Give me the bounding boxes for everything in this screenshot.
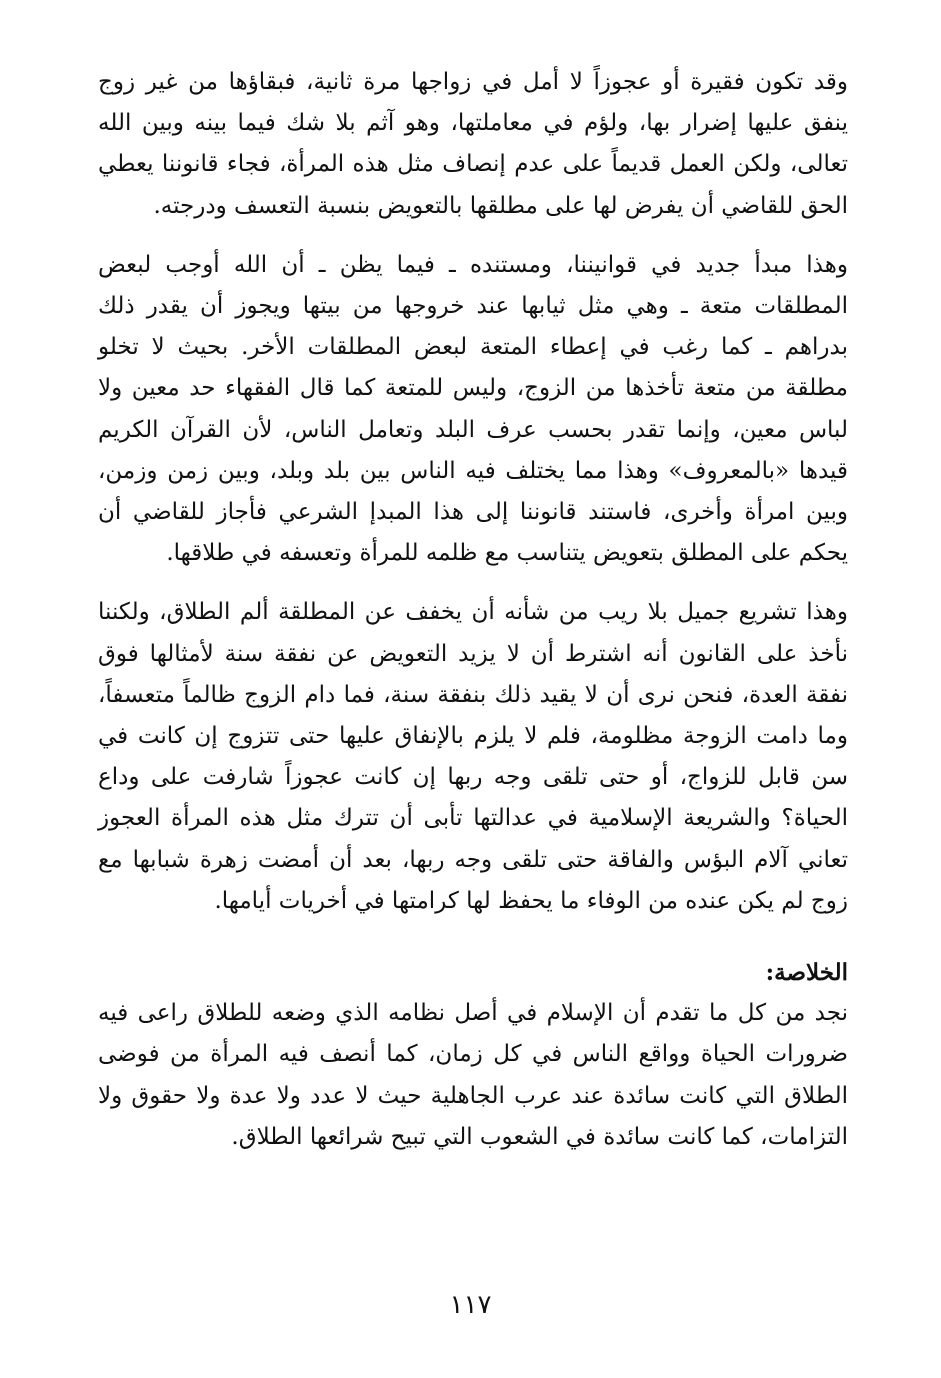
paragraph-2: وهذا مبدأ جديد في قوانيننا، ومستنده ـ فيما يظن ـ أن الله أوجب لبعض المطلقات متعة ـ وهي مثل ثيابها عند خروجها من بيتها ويجوز أن يقدر ذلك بدراهم ـ كما رغب في إعطاء المتعة لبعض المطلقات الأخر. بحيث لا تخلو مطلقة من متعة تأخذها من الزوج، وليس للمتعة كما قال الفقهاء حد معين ولا لباس معين، وإنما تقدر بحسب عرف البلد وتعامل الناس، لأن القرآن الكريم قيدها «بالمعروف» وهذا مما يختلف فيه الناس بين بلد وبلد، وبين زمن وزمن، وبين امرأة وأخرى، فاستند قانوننا إلى هذا المبدإ الشرعي فأجاز للقاضي أن يحكم على المطلق بتعويض يتناسب مع ظلمه للمرأة وتعسفه في طلاقها. — [98, 251, 848, 567]
conclusion-paragraph: نجد من كل ما تقدم أن الإسلام في أصل نظامه الذي وضعه للطلاق راعى فيه ضرورات الحياة وواقع الناس في كل زمان، كما أنصف فيه المرأة من فوضى الطلاق التي كانت سائدة عند عرب الجاهلية حيث لا عدد ولا عدة ولا حقوق ولا التزامات، كما كانت سائدة في الشعوب التي تبيح شرائعها الطلاق. — [98, 1000, 848, 1150]
section-heading: الخلاصة: — [765, 959, 848, 987]
paragraph-3: وهذا تشريع جميل بلا ريب من شأنه أن يخفف عن المطلقة ألم الطلاق، ولكننا نأخذ على القانون أنه اشترط أن لا يزيد التعويض عن نفقة سنة لأمثالها فوق نفقة العدة، فنحن نرى أن لا يقيد ذلك بنفقة سنة، فما دام الزوج ظالماً متعسفاً، وما دامت الزوجة مظلومة، فلم لا يلزم بالإنفاق عليها حتى تتزوج إن كانت في سن قابل للزواج، أو حتى تلقى وجه ربها إن كانت عجوزاً شارفت على وداع الحياة؟ والشريعة الإسلامية في عدالتها تأبى أن تترك مثل هذه المرأة العجوز تعاني آلام البؤس والفاقة حتى تلقى وجه ربها، بعد أن أمضت زهرة شبابها مع زوج لم يكن عنده من الوفاء ما يحفظ لها كرامتها في أخريات أيامها. — [98, 599, 848, 914]
page-body — [98, 62, 848, 1158]
page-number: ١١٧ — [449, 1290, 492, 1320]
paragraph-1: وقد تكون فقيرة أو عجوزاً لا أمل في زواجها مرة ثانية، فبقاؤها من غير زوج ينفق عليها إضرار بها، ولؤم في معاملتها، وهو آثم بلا شك فيما بينه وبين الله تعالى، ولكن العمل قديماً على عدم إنصاف مثل هذه المرأة، فجاء قانوننا يعطي الحق للقاضي أن يفرض لها على مطلقها بالتعويض بنسبة التعسف ودرجته. — [98, 69, 848, 219]
